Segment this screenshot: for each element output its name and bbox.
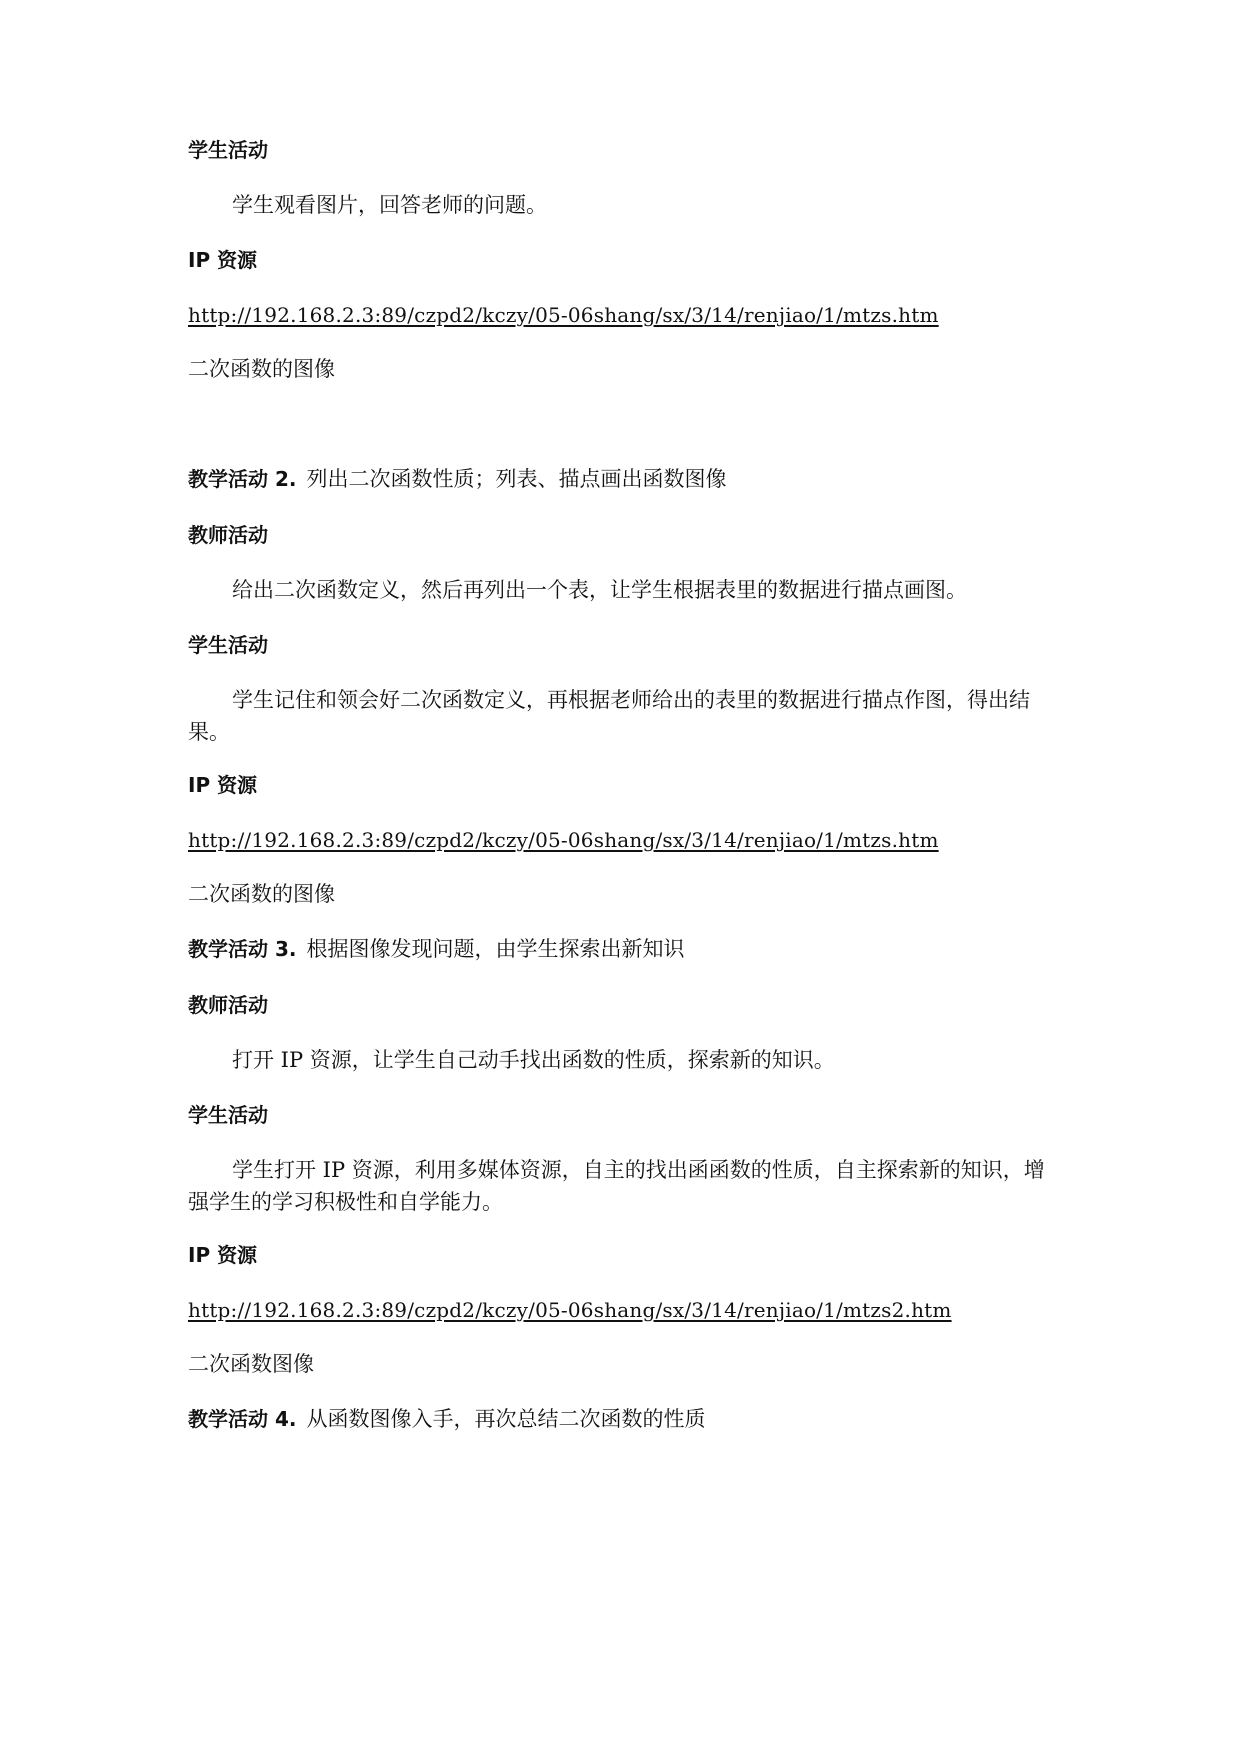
- section-heading-teacher-activity: 教师活动: [188, 523, 268, 547]
- resource-link[interactable]: http://192.168.2.3:89/czpd2/kczy/05-06shang/sx/3/14/renjiao/1/mtzs2.htm: [188, 1298, 952, 1322]
- resource-link[interactable]: http://192.168.2.3:89/czpd2/kczy/05-06shang/sx/3/14/renjiao/1/mtzs.htm: [188, 303, 939, 327]
- activity-heading-3: [188, 933, 684, 965]
- resource-link-row: [188, 1294, 952, 1326]
- resource-caption: 二次函数图像: [188, 1352, 314, 1376]
- resource-caption: 二次函数的图像: [188, 357, 335, 381]
- paragraph-student-activity: 学生观看图片，回答老师的问题。: [232, 193, 547, 217]
- section-heading-teacher-activity: 教师活动: [188, 993, 268, 1017]
- paragraph-student-activity: 学生打开 IP 资源，利用多媒体资源，自主的找出函函数的性质，自主探索新的知识，增强学生的学习积极性和自学能力。: [188, 1158, 1045, 1214]
- section-heading-student-activity: 学生活动: [188, 1103, 268, 1127]
- resource-link[interactable]: http://192.168.2.3:89/czpd2/kczy/05-06shang/sx/3/14/renjiao/1/mtzs.htm: [188, 828, 939, 852]
- activity-label: 教学活动 3.: [188, 937, 297, 961]
- paragraph-teacher-activity: 给出二次函数定义，然后再列出一个表，让学生根据表里的数据进行描点画图。: [232, 578, 967, 602]
- section-heading-ip-resource: IP 资源: [188, 773, 258, 797]
- activity-title: 列出二次函数性质；列表、描点画出函数图像: [306, 467, 727, 491]
- paragraph-student-activity: 学生记住和领会好二次函数定义，再根据老师给出的表里的数据进行描点作图，得出结果。: [188, 688, 1030, 744]
- resource-caption: 二次函数的图像: [188, 882, 335, 906]
- activity-title: 根据图像发现问题，由学生探索出新知识: [306, 937, 685, 961]
- activity-label: 教学活动 4.: [188, 1407, 297, 1431]
- section-heading-ip-resource: IP 资源: [188, 248, 258, 272]
- section-heading-student-activity: 学生活动: [188, 138, 268, 162]
- paragraph-teacher-activity: 打开 IP 资源，让学生自己动手找出函数的性质，探索新的知识。: [232, 1048, 835, 1072]
- activity-label: 教学活动 2.: [188, 467, 297, 491]
- section-heading-student-activity: 学生活动: [188, 633, 268, 657]
- resource-link-row: [188, 299, 939, 331]
- section-heading-ip-resource: IP 资源: [188, 1243, 258, 1267]
- resource-link-row: [188, 824, 939, 856]
- activity-heading-2: [188, 463, 726, 495]
- activity-heading-4: [188, 1403, 705, 1435]
- activity-title: 从函数图像入手，再次总结二次函数的性质: [306, 1407, 706, 1431]
